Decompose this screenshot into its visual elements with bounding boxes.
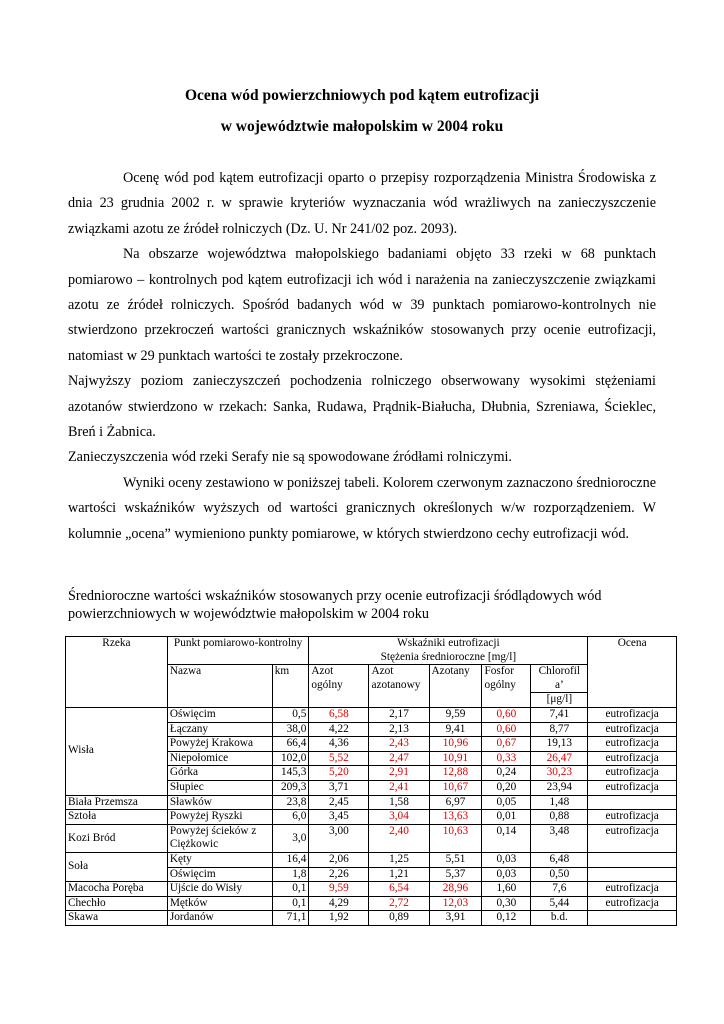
cell-chlorofil: 5,44	[531, 896, 588, 911]
cell-azotany: 10,91	[429, 751, 482, 766]
cell-fosfor: 0,05	[482, 795, 531, 810]
cell-fosfor: 1,60	[482, 882, 531, 897]
page-title: Ocena wód powierzchniowych pod kątem eutrofizacji	[184, 87, 540, 104]
cell-chlorofil: 7,41	[531, 707, 588, 722]
cell-rzeka: Soła	[66, 852, 168, 881]
cell-chlorofil: 1,48	[531, 795, 588, 810]
cell-nazwa: Powyżej ścieków z Ciężkowic	[167, 824, 272, 852]
body-text	[68, 166, 656, 547]
header-wskazniki-label: Wskaźniki eutrofizacji	[397, 637, 500, 649]
cell-azotany: 9,59	[429, 707, 482, 722]
cell-azot-azotanowy: 2,72	[369, 896, 429, 911]
header-azot-azotanowy: Azot azotanowy	[369, 665, 429, 708]
cell-azotany: 12,88	[429, 766, 482, 781]
cell-azotany: 10,96	[429, 737, 482, 752]
cell-km: 16,4	[272, 852, 309, 867]
cell-azotany: 3,91	[429, 911, 482, 926]
cell-rzeka: Chechło	[66, 896, 168, 911]
cell-nazwa: Sławków	[167, 795, 272, 810]
cell-nazwa: Mętków	[167, 896, 272, 911]
page-subtitle: w województwie małopolskim w 2004 roku	[220, 118, 504, 135]
cell-azot-azotanowy: 2,13	[369, 722, 429, 737]
cell-km: 209,3	[272, 780, 309, 795]
cell-ocena: eutrofizacja	[588, 707, 677, 722]
cell-ocena: eutrofizacja	[588, 766, 677, 781]
paragraph-4: Zanieczyszczenia wód rzeki Serafy nie są spowodowane źródłami rolniczymi.	[68, 449, 512, 466]
cell-nazwa: Górka	[167, 766, 272, 781]
table-row	[66, 852, 677, 867]
cell-azotany: 13,63	[429, 810, 482, 825]
cell-azotany: 6,97	[429, 795, 482, 810]
cell-km: 38,0	[272, 722, 309, 737]
cell-ocena	[588, 852, 677, 867]
cell-azot-ogolny: 3,45	[309, 810, 369, 825]
cell-ocena: eutrofizacja	[588, 810, 677, 825]
cell-nazwa: Powyżej Krakowa	[167, 737, 272, 752]
header-azot-ogolny: Azot ogólny	[309, 665, 369, 708]
cell-chlorofil: 23,94	[531, 780, 588, 795]
cell-fosfor: 0,30	[482, 896, 531, 911]
paragraph-1: Ocenę wód pod kątem eutrofizacji oparto o przepisy rozporządzenia Ministra Środowiska z dnia 23 grudnia 2002 r. w sprawie kryteriów wyznaczania wód wrażliwych na zanieczyszczenie związkami azotu ze źródeł rolniczych (Dz. U. Nr 241/02 poz. 2093).	[68, 170, 656, 237]
cell-ocena: eutrofizacja	[588, 780, 677, 795]
cell-azot-ogolny: 3,00	[309, 824, 369, 852]
cell-ocena: eutrofizacja	[588, 737, 677, 752]
table-caption: Średnioroczne wartości wskaźników stosowanych przy ocenie eutrofizacji śródlądowych wód powierzchniowych w województwie małopolskim w 2004 roku	[68, 588, 602, 622]
cell-ocena: eutrofizacja	[588, 722, 677, 737]
cell-azot-ogolny: 3,71	[309, 780, 369, 795]
cell-rzeka: Wisła	[66, 707, 168, 795]
cell-azot-ogolny: 2,45	[309, 795, 369, 810]
cell-fosfor: 0,01	[482, 810, 531, 825]
cell-azot-ogolny: 5,52	[309, 751, 369, 766]
cell-azot-ogolny: 4,29	[309, 896, 369, 911]
table-row	[66, 707, 677, 722]
cell-ocena: eutrofizacja	[588, 882, 677, 897]
cell-fosfor: 0,20	[482, 780, 531, 795]
cell-km: 6,0	[272, 810, 309, 825]
cell-chlorofil: 6,48	[531, 852, 588, 867]
cell-rzeka: Skawa	[66, 911, 168, 926]
table-row	[66, 911, 677, 926]
eutrophication-table	[65, 636, 677, 926]
cell-km: 71,1	[272, 911, 309, 926]
cell-azot-ogolny: 6,58	[309, 707, 369, 722]
cell-fosfor: 0,60	[482, 707, 531, 722]
cell-chlorofil: 3,48	[531, 824, 588, 852]
cell-azot-azotanowy: 1,58	[369, 795, 429, 810]
cell-azot-azotanowy: 0,89	[369, 911, 429, 926]
cell-ocena	[588, 867, 677, 882]
cell-azotany: 10,67	[429, 780, 482, 795]
cell-azot-azotanowy: 1,25	[369, 852, 429, 867]
cell-fosfor: 0,67	[482, 737, 531, 752]
cell-azot-ogolny: 4,22	[309, 722, 369, 737]
cell-azot-azotanowy: 6,54	[369, 882, 429, 897]
cell-chlorofil: 0,88	[531, 810, 588, 825]
cell-fosfor: 0,12	[482, 911, 531, 926]
header-chlorofil: Chlorofil a’	[531, 665, 588, 693]
cell-ocena: eutrofizacja	[588, 824, 677, 852]
cell-nazwa: Kęty	[167, 852, 272, 867]
cell-azot-ogolny: 9,59	[309, 882, 369, 897]
cell-km: 0,5	[272, 707, 309, 722]
cell-ocena: eutrofizacja	[588, 896, 677, 911]
cell-ocena: eutrofizacja	[588, 751, 677, 766]
header-chlorofil-unit: [μg/l]	[531, 693, 588, 708]
header-nazwa: Nazwa	[167, 665, 272, 708]
cell-azotany: 5,37	[429, 867, 482, 882]
cell-fosfor: 0,60	[482, 722, 531, 737]
cell-nazwa: Słupiec	[167, 780, 272, 795]
cell-km: 102,0	[272, 751, 309, 766]
cell-azot-azotanowy: 2,40	[369, 824, 429, 852]
cell-fosfor: 0,03	[482, 852, 531, 867]
cell-azotany: 12,03	[429, 896, 482, 911]
cell-azot-azotanowy: 2,43	[369, 737, 429, 752]
cell-chlorofil: 30,23	[531, 766, 588, 781]
cell-azotany: 5,51	[429, 852, 482, 867]
cell-km: 66,4	[272, 737, 309, 752]
cell-nazwa: Powyżej Ryszki	[167, 810, 272, 825]
cell-nazwa: Jordanów	[167, 911, 272, 926]
cell-ocena	[588, 795, 677, 810]
cell-chlorofil: 26,47	[531, 751, 588, 766]
cell-chlorofil: 19,13	[531, 737, 588, 752]
cell-rzeka: Sztoła	[66, 810, 168, 825]
cell-chlorofil: 0,50	[531, 867, 588, 882]
cell-azotany: 10,63	[429, 824, 482, 852]
table-row	[66, 896, 677, 911]
table-row	[66, 882, 677, 897]
cell-azot-azotanowy: 2,91	[369, 766, 429, 781]
cell-rzeka: Kozi Bród	[66, 824, 168, 852]
table-row	[66, 810, 677, 825]
cell-azotany: 9,41	[429, 722, 482, 737]
cell-azot-azotanowy: 2,17	[369, 707, 429, 722]
cell-nazwa: Niepołomice	[167, 751, 272, 766]
header-punkt: Punkt pomiarowo-kontrolny	[167, 637, 309, 665]
cell-azotany: 28,96	[429, 882, 482, 897]
cell-nazwa: Oświęcim	[167, 867, 272, 882]
header-rzeka: Rzeka	[66, 637, 168, 708]
cell-ocena	[588, 911, 677, 926]
header-km: km	[272, 665, 309, 708]
cell-chlorofil: b.d.	[531, 911, 588, 926]
paragraph-3: Najwyższy poziom zanieczyszczeń pochodzenia rolniczego obserwowany wysokimi stężeniami azotanów stwierdzono w rzekach: Sanka, Rudawa, Prądnik-Białucha, Dłubnia, Szreniawa, Ścieklec, Breń i Żabnica.	[68, 373, 656, 441]
cell-azot-ogolny: 4,36	[309, 737, 369, 752]
paragraph-2: Na obszarze województwa małopolskiego badaniami objęto 33 rzeki w 68 punktach pomiarowo – kontrolnych pod kątem eutrofizacji ich wód i narażenia na zanieczyszczenie związkami azotu ze źródeł rolniczych. Spośród badanych wód w 39 punktach pomiarowo-kontrolnych nie stwierdzono przekroczeń wartości granicznych wskaźników stosowanych przy ocenie eutrofizacji, natomiast w 29 punktach wartości te zostały przekroczone.	[68, 246, 656, 364]
header-wskazniki	[309, 637, 588, 665]
cell-azot-ogolny: 2,26	[309, 867, 369, 882]
cell-chlorofil: 8,77	[531, 722, 588, 737]
cell-km: 145,3	[272, 766, 309, 781]
cell-km: 0,1	[272, 896, 309, 911]
cell-azot-ogolny: 5,20	[309, 766, 369, 781]
cell-azot-ogolny: 1,92	[309, 911, 369, 926]
cell-km: 1,8	[272, 867, 309, 882]
cell-km: 3,0	[272, 824, 309, 852]
cell-fosfor: 0,03	[482, 867, 531, 882]
cell-nazwa: Łączany	[167, 722, 272, 737]
cell-fosfor: 0,14	[482, 824, 531, 852]
cell-fosfor: 0,24	[482, 766, 531, 781]
header-azotany: Azotany	[429, 665, 482, 708]
cell-km: 0,1	[272, 882, 309, 897]
header-stezenia-label: Stężenia średnioroczne [mg/l]	[380, 650, 517, 663]
cell-nazwa: Oświęcim	[167, 707, 272, 722]
cell-chlorofil: 7,6	[531, 882, 588, 897]
cell-fosfor: 0,33	[482, 751, 531, 766]
cell-nazwa: Ujście do Wisły	[167, 882, 272, 897]
cell-rzeka: Macocha Poręba	[66, 882, 168, 897]
cell-rzeka: Biała Przemsza	[66, 795, 168, 810]
cell-azot-azotanowy: 1,21	[369, 867, 429, 882]
cell-km: 23,8	[272, 795, 309, 810]
cell-azot-azotanowy: 3,04	[369, 810, 429, 825]
cell-azot-azotanowy: 2,41	[369, 780, 429, 795]
cell-azot-azotanowy: 2,47	[369, 751, 429, 766]
cell-azot-ogolny: 2,06	[309, 852, 369, 867]
header-fosfor: Fosfor ogólny	[482, 665, 531, 708]
header-ocena: Ocena	[588, 637, 677, 708]
table-row	[66, 824, 677, 852]
paragraph-5: Wyniki oceny zestawiono w poniższej tabeli. Kolorem czerwonym zaznaczono średnioroczne wartości wskaźników wyższych od wartości granicznych określonych w/w rozporządzeniem. W kolumnie „ocena” wymieniono punkty pomiarowe, w których stwierdzono cechy eutrofizacji wód.	[68, 474, 656, 542]
table-row	[66, 795, 677, 810]
